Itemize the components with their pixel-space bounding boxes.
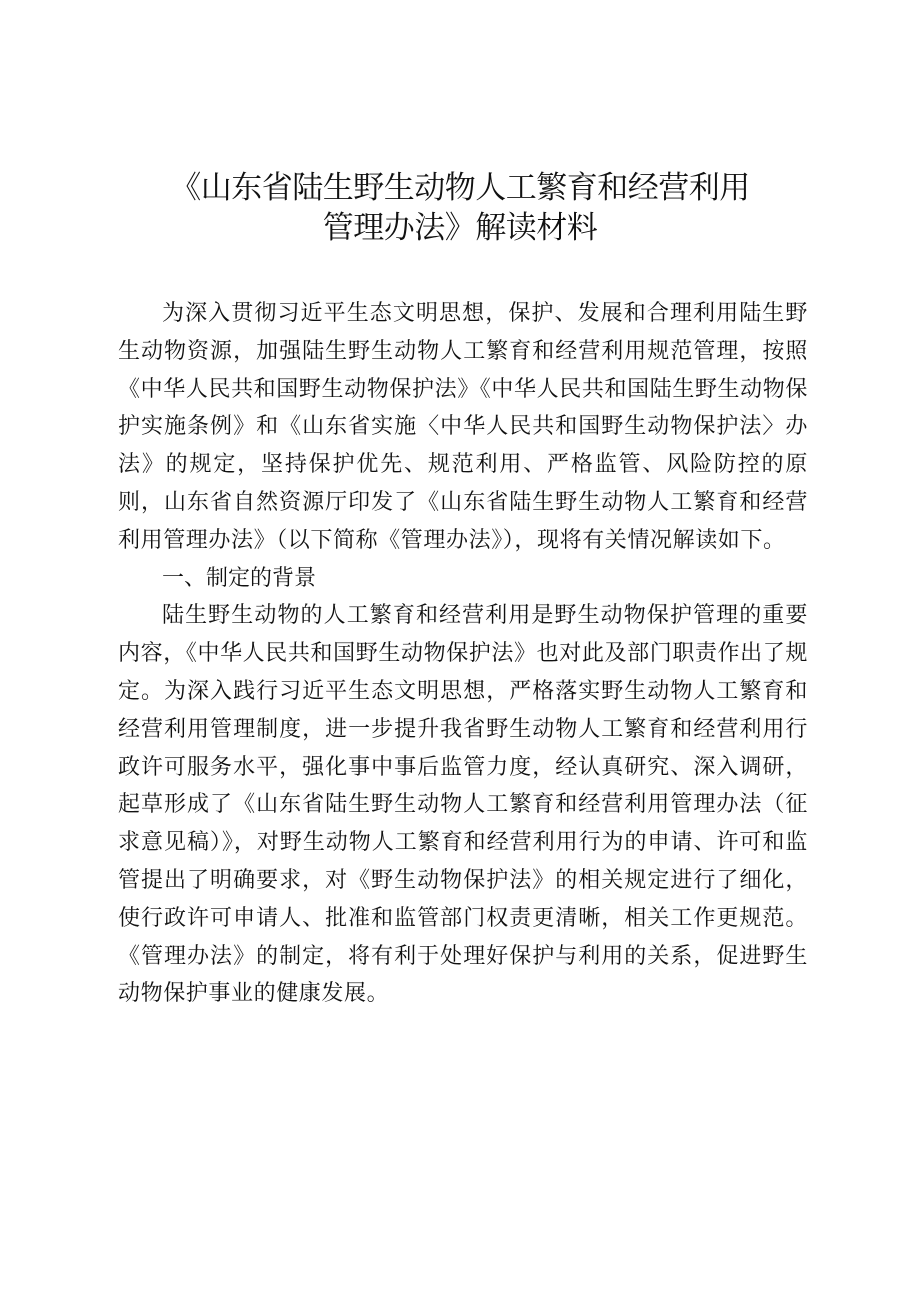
background-paragraph: 陆生野生动物的人工繁育和经营利用是野生动物保护管理的重要内容，《中华人民共和国野生动物保护法》也对此及部门职责作出了规定。为深入践行习近平生态文明思想，严格落实野生动物人工繁育和经营利用管理制度，进一步提升我省野生动物人工繁育和经营利用行政许可服务水平，强化事中事后监管力度，经认真研究、深入调研，起草形成了《山东省陆生野生动物人工繁育和经营利用管理办法（征求意见稿）》，对野生动物人工繁育和经营利用行为的申请、许可和监管提出了明确要求，对《野生动物保护法》的相关规定进行了细化，使行政许可申请人、批准和监管部门权责更清晰，相关工作更规范。《管理办法》的制定，将有利于处理好保护与利用的关系，促进野生动物保护事业的健康发展。 [118,603,808,1007]
intro-paragraph: 为深入贯彻习近平生态文明思想，保护、发展和合理利用陆生野生动物资源，加强陆生野生动物人工繁育和经营利用规范管理，按照《中华人民共和国野生动物保护法》《中华人民共和国陆生野生动物保护实施条例》和《山东省实施〈中华人民共和国野生动物保护法〉办法》的规定，坚持保护优先、规范利用、严格监管、风险防控的原则，山东省自然资源厅印发了《山东省陆生野生动物人工繁育和经营利用管理办法》（以下简称《管理办法》），现将有关情况解读如下。 [118,301,808,553]
title-line-2: 管理办法》解读材料 [322,210,598,246]
section-heading-background: 一、制定的背景 [162,565,317,591]
document-title [0,168,920,248]
title-line-1: 《山东省陆生野生动物人工繁育和经营利用 [170,170,750,206]
document-body [118,295,808,1013]
